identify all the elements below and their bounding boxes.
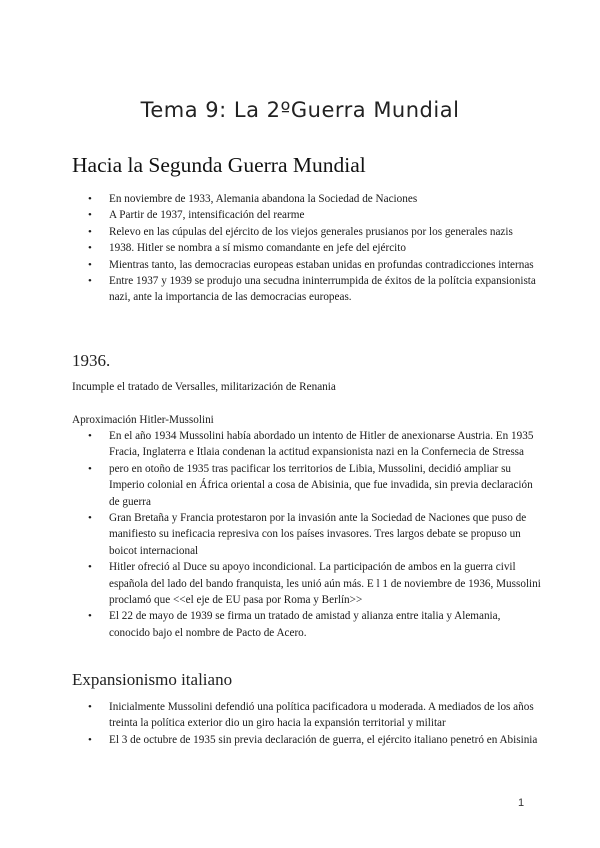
list-item: • A Partir de 1937, intensificación del rearme xyxy=(72,207,542,223)
list-item: • En el año 1934 Mussolini había abordado un intento de Hitler de anexionarse Austria. En 1935 Fracia, Inglaterra e Itlaia condenan la actitud expansionista nazi en la Confernecia de Stressa xyxy=(72,428,542,461)
list-item: • El 22 de mayo de 1939 se firma un tratado de amistad y alianza entre italia y Alemania, conocido bajo el nombre de Pacto de Acero. xyxy=(72,608,542,641)
section-heading-expansionismo-italiano: Expansionismo italiano xyxy=(72,670,233,689)
paragraph-versalles: Incumple el tratado de Versalles, militarización de Renania xyxy=(72,381,336,393)
list-item: • Entre 1937 y 1939 se produjo una secudna ininterrumpida de éxitos de la polítcia expansionista nazi, ante la importancia de las democracias europeas. xyxy=(72,273,542,306)
bullet-list-section2 xyxy=(72,428,542,641)
bullet-list-section3 xyxy=(72,699,542,748)
list-item: • 1938. Hitler se nombra a sí mismo comandante en jefe del ejército xyxy=(72,240,542,256)
list-item: • En noviembre de 1933, Alemania abandona la Sociedad de Naciones xyxy=(72,191,542,207)
list-item: • Hitler ofreció al Duce su apoyo incondicional. La participación de ambos en la guerra civil española del lado del bando franquista, les unió aún más. E l 1 de noviembre de 1936, Mussolini proclamó que <<el eje de EU pasa por Roma y Berlín>> xyxy=(72,559,542,608)
list-item: • Inicialmente Mussolini defendió una política pacificadora u moderada. A mediados de los años treinta la política exterior dio un giro hacia la expansión territorial y militar xyxy=(72,699,542,732)
list-item: • El 3 de octubre de 1935 sin previa declaración de guerra, el ejército italiano penetró en Abisinia xyxy=(72,732,542,748)
section-heading-1936: 1936. xyxy=(72,351,111,370)
list-item: • Gran Bretaña y Francia protestaron por la invasión ante la Sociedad de Naciones que puso de manifiesto su ineficacia represiva con los países invasores. Tres largos debate se propuso un boicot internacional xyxy=(72,510,542,559)
page-number: 1 xyxy=(518,797,525,809)
list-item: • Mientras tanto, las democracias europeas estaban unidas en profundas contradicciones internas xyxy=(72,257,542,273)
subheading-aproximacion: Aproximación Hitler-Mussolini xyxy=(72,414,214,426)
document-title: Tema 9: La 2ºGuerra Mundial xyxy=(140,98,460,122)
bullet-list-section1 xyxy=(72,191,542,306)
section-heading-hacia-la-segunda-guerra: Hacia la Segunda Guerra Mundial xyxy=(72,153,366,177)
list-item: • pero en otoño de 1935 tras pacificar los territorios de Libia, Mussolini, decidió ampliar su Imperio colonial en África oriental a cosa de Abisinia, que fue invadida, sin previa declaración de guerra xyxy=(72,461,542,510)
list-item: • Relevo en las cúpulas del ejército de los viejos generales prusianos por los generales nazis xyxy=(72,224,542,240)
